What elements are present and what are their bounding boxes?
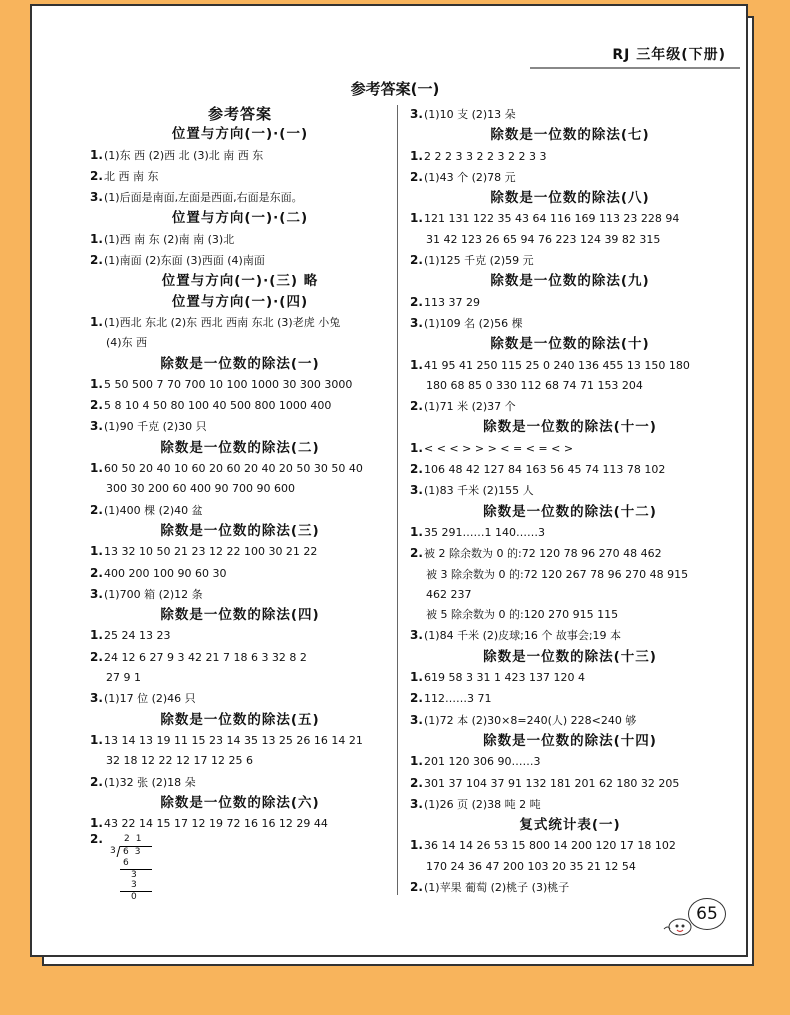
answer-item [90,730,390,751]
answer-text: 60 50 20 40 10 60 20 60 20 40 20 50 30 50 40 [104,462,363,476]
item-number: 1. [90,374,104,394]
long-division-step: 3 [131,880,137,891]
item-number: 3. [410,480,424,500]
answer-text: (1)26 页 (2)38 吨 2 吨 [424,797,541,811]
page-number-badge [688,898,732,930]
answer-item [90,772,390,793]
long-division-dividend: 63 [123,847,147,858]
answer-text: (1)84 千米 (2)皮球;16 个 故事会;19 本 [424,629,622,643]
answer-text: 43 22 14 15 17 12 19 72 16 16 12 29 44 [104,817,328,831]
answer-text: (1)83 千米 (2)155 人 [424,484,534,498]
item-number: 2. [410,773,424,793]
answer-text: (1)东 西 (2)西 北 (3)北 南 西 东 [104,148,264,162]
item-number: 2. [410,688,424,708]
right-column [410,104,730,898]
answer-text: (1)苹果 葡萄 (2)桃子 (3)桃子 [424,880,570,894]
answer-item [410,625,730,646]
answer-text: (1)71 米 (2)37 个 [424,400,516,414]
long-division-remainder: 3 [131,870,137,881]
section-heading: 除数是一位数的除法(六) [160,794,320,811]
long-division-answer [90,832,390,903]
answer-item [410,480,730,501]
item-number: 1. [90,813,104,833]
answer-continuation: 300 30 200 60 400 90 700 90 600 [106,482,295,496]
answer-continuation: 被 3 除余数为 0 的:72 120 267 78 96 270 48 915 [426,567,689,581]
answer-item [410,292,730,313]
answer-item [90,374,390,395]
answer-item [410,543,730,564]
answer-item [410,459,730,480]
answer-continuation: 27 9 1 [106,671,141,685]
answer-item [410,667,730,688]
section-heading: 除数是一位数的除法(五) [160,711,320,728]
answer-item [90,813,390,834]
section-heading: 位置与方向(一)·(四) [171,293,309,310]
item-number: 3. [410,710,424,730]
item-number: 3. [90,584,104,604]
item-number: 3. [410,625,424,645]
section-heading: 除数是一位数的除法(九) [490,273,650,290]
item-number: 3. [410,794,424,814]
answer-item [410,710,730,731]
section-heading: 除数是一位数的除法(十四) [483,732,657,749]
answer-item [90,250,390,271]
answer-text: 113 37 29 [424,295,480,309]
answer-item [410,835,730,856]
answer-text: 北 西 南 东 [104,169,159,183]
item-number: 1. [410,667,424,687]
item-number: 1. [90,730,104,750]
answer-text: (1)后面是南面,左面是西面,右面是东面。 [104,191,303,205]
answer-item [90,584,390,605]
item-number: 1. [90,312,104,332]
section-heading: 除数是一位数的除法(十) [490,336,650,353]
section-heading: 除数是一位数的除法(十三) [483,648,657,665]
answer-text: 2 2 2 3 3 2 2 3 2 2 3 3 [424,149,547,163]
section-heading: 位置与方向(一)·(一) [171,126,309,143]
answer-item [410,794,730,815]
long-division-remainder: 0 [131,892,137,903]
long-division-quotient: 21 [124,834,148,845]
section-heading: 除数是一位数的除法(三) [160,522,320,539]
answer-text: 106 48 42 127 84 163 56 45 74 113 78 102 [424,463,666,477]
item-number: 2. [90,772,104,792]
answer-text: < < < > > > < = < = < > [424,441,574,455]
answer-item [90,312,390,333]
page-title: 参考答案(一) [350,80,440,98]
item-number: 2. [410,292,424,312]
answer-item [90,625,390,646]
answer-item [410,250,730,271]
answer-item [90,145,390,166]
item-number: 1. [410,751,424,771]
section-heading: 位置与方向(一)·(二) [171,210,309,227]
answer-continuation: (4)东 西 [106,336,148,350]
answer-item [90,229,390,250]
answer-continuation: 32 18 12 22 12 17 12 25 6 [106,754,253,768]
answer-text: (1)10 支 (2)13 朵 [424,108,516,121]
item-number: 2. [410,396,424,416]
section-heading: 除数是一位数的除法(十二) [483,503,657,520]
item-number: 2. [90,166,104,186]
item-number: 1. [90,541,104,561]
answer-item [90,541,390,562]
answer-continuation: 被 5 除余数为 0 的:120 270 915 115 [426,608,619,622]
answer-text: 被 2 除余数为 0 的:72 120 78 96 270 48 462 [424,547,662,561]
answer-text: 13 14 13 19 11 15 23 14 35 13 25 26 16 14 21 [104,733,363,747]
answer-text: (1)72 本 (2)30×8=240(人) 228<240 够 [424,713,637,727]
item-number: 2. [410,543,424,563]
section-heading: 复式统计表(一) [519,817,621,834]
answer-text: (1)32 张 (2)18 朵 [104,775,196,789]
item-number: 3. [410,104,424,124]
item-number: 1. [90,229,104,249]
item-number: 2. [410,250,424,270]
left-answer-list [90,124,390,834]
answer-item [410,688,730,709]
item-number: 3. [410,313,424,333]
answer-text: 5 8 10 4 50 80 100 40 500 800 1000 400 [104,399,332,413]
answer-item [90,688,390,709]
answer-item [410,313,730,334]
item-number: 1. [90,458,104,478]
section-heading: 位置与方向(一)·(三) 略 [161,273,319,290]
answer-text: 36 14 14 26 53 15 800 14 200 120 17 18 102 [424,839,676,853]
answer-item [90,166,390,187]
right-answer-list [410,104,730,898]
item-number: 1. [410,208,424,228]
item-number: 2. [90,250,104,270]
item-number: 1. [410,146,424,166]
answer-text: 35 291……1 140……3 [424,525,545,539]
long-division-divisor: 3 [110,846,116,857]
section-heading: 除数是一位数的除法(十一) [483,419,657,436]
answer-item [410,167,730,188]
page-number: 65 [688,898,726,930]
division-bracket [117,846,121,857]
answer-item [410,104,730,125]
item-number: 2. [90,647,104,667]
answer-text: 301 37 104 37 91 132 181 201 62 180 32 205 [424,776,680,790]
item-number: 3. [90,416,104,436]
item-number: 2. [90,563,104,583]
item-number: 2. [90,832,103,847]
answer-text: 201 120 306 90……3 [424,755,541,769]
section-heading: 除数是一位数的除法(二) [160,439,320,456]
grade-header: RJ 三年级(下册) [612,47,726,63]
answer-item [410,396,730,417]
section-heading: 除数是一位数的除法(七) [490,127,650,144]
answer-text: 5 50 500 7 70 700 10 100 1000 30 300 3000 [104,377,353,391]
answer-text: (1)南面 (2)东面 (3)西面 (4)南面 [104,254,265,268]
column-divider [397,105,398,895]
answer-continuation: 31 42 123 26 65 94 76 223 124 39 82 315 [426,232,661,246]
item-number: 2. [410,877,424,897]
section-heading: 除数是一位数的除法(八) [490,190,650,207]
item-number: 1. [410,835,424,855]
answer-text: 121 131 122 35 43 64 116 169 113 23 228 94 [424,212,680,226]
answer-continuation: 462 237 [426,587,472,601]
long-division-step: 6 [123,858,129,869]
answer-text: (1)400 棵 (2)40 盆 [104,503,203,517]
section-heading: 除数是一位数的除法(四) [160,607,320,624]
left-column [90,104,390,903]
answer-text: 112……3 71 [424,692,492,706]
item-number: 3. [90,187,104,207]
item-number: 2. [410,167,424,187]
answer-item [90,458,390,479]
item-number: 1. [410,355,424,375]
answer-text: 24 12 6 27 9 3 42 21 7 18 6 3 32 8 2 [104,650,307,664]
item-number: 1. [90,145,104,165]
item-number: 1. [410,438,424,458]
answer-continuation: 180 68 85 0 330 112 68 74 71 153 204 [426,378,643,392]
item-number: 2. [90,395,104,415]
answer-item [410,208,730,229]
answer-text: 619 58 3 31 1 423 137 120 4 [424,671,585,685]
answer-item [90,416,390,437]
answer-item [410,773,730,794]
answer-text: (1)西北 东北 (2)东 西北 西南 东北 (3)老虎 小兔 [104,315,341,329]
item-number: 1. [90,625,104,645]
header-rule [530,67,740,69]
answer-text: (1)90 千克 (2)30 只 [104,420,207,434]
item-number: 1. [410,522,424,542]
answer-text: (1)109 名 (2)56 棵 [424,316,523,330]
answer-text: 25 24 13 23 [104,629,171,643]
answer-item [410,355,730,376]
answer-item [410,522,730,543]
cartoon-mascot-icon [660,915,694,937]
item-number: 2. [410,459,424,479]
answer-text: (1)17 位 (2)46 只 [104,692,196,706]
answer-item [90,647,390,668]
answer-continuation: 170 24 36 47 200 103 20 35 21 12 54 [426,859,636,873]
section-heading: 除数是一位数的除法(一) [160,355,320,372]
answer-text: (1)西 南 东 (2)南 南 (3)北 [104,232,235,246]
answer-text: 400 200 100 90 60 30 [104,566,227,580]
answer-item [410,146,730,167]
item-number: 3. [90,688,104,708]
answer-text: (1)700 箱 (2)12 条 [104,587,203,601]
answer-item [410,877,730,898]
answer-item [90,563,390,584]
answer-item [90,500,390,521]
answer-item [90,395,390,416]
item-number: 2. [90,500,104,520]
answer-item [410,751,730,772]
answer-item [90,187,390,208]
answer-item [410,438,730,459]
answer-text: 41 95 41 250 115 25 0 240 136 455 13 150 180 [424,358,690,372]
answers-heading: 参考答案 [207,105,272,123]
answer-text: (1)43 个 (2)78 元 [424,170,516,184]
answer-text: (1)125 千克 (2)59 元 [424,254,534,268]
answer-text: 13 32 10 50 21 23 12 22 100 30 21 22 [104,545,318,559]
